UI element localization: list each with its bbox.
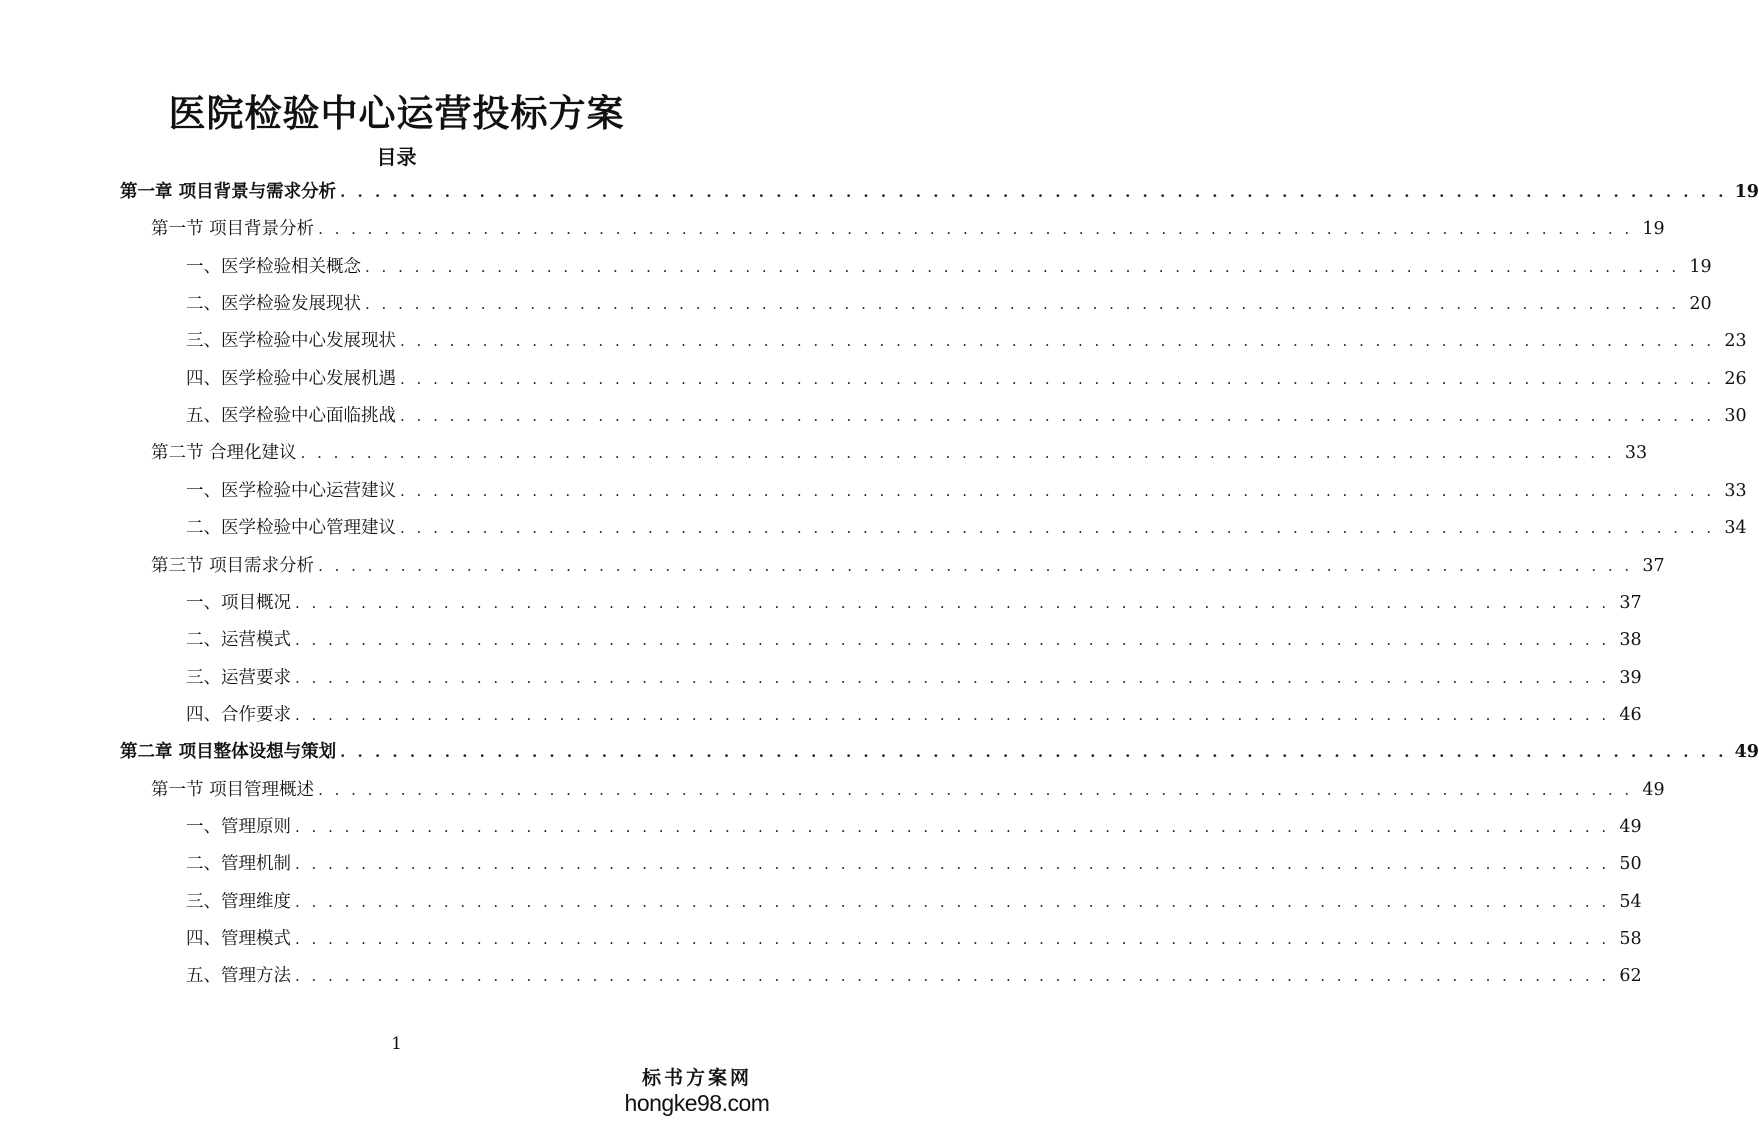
toc-leader-dots: . . . . . . . . . . . . . . . . . . . . . . . . . . . . . . . . . . . . . . . . . . . . . . . . . . . . . . . . . . . . . . . . . . . . . . . . . . . . . . . . — [295, 668, 1610, 687]
toc-entry-title: 四、医学检验中心发展机遇 — [186, 368, 396, 389]
watermark-logo — [617, 1066, 777, 1116]
toc-entry-page: 37 — [1619, 592, 1642, 613]
toc-entry-page: 33 — [1724, 480, 1747, 501]
toc-entry-title: 四、合作要求 — [186, 704, 291, 725]
toc-leader-dots: . . . . . . . . . . . . . . . . . . . . . . . . . . . . . . . . . . . . . . . . . . . . . . . . . . . . . . . . . . . . . . . . . . . . . . . . . . . . . . . . — [400, 332, 1715, 351]
toc-entry-page: 30 — [1724, 406, 1747, 427]
toc-entry-page: 19 — [1734, 182, 1759, 202]
watermark-url: hongke98.com — [624, 1090, 770, 1116]
toc-entry-page: 46 — [1619, 704, 1642, 725]
toc-entry-item[interactable] — [186, 361, 1747, 398]
toc-entry-page: 58 — [1619, 929, 1642, 949]
toc-entry-page: 39 — [1619, 667, 1642, 688]
toc-entry-section[interactable] — [151, 211, 1665, 248]
toc-entry-page: 19 — [1642, 219, 1665, 240]
toc-leader-dots: . . . . . . . . . . . . . . . . . . . . . . . . . . . . . . . . . . . . . . . . . . . . . . . . . . . . . . . . . . . . . . . . . . . . . . . . . . . . . . . . — [295, 593, 1610, 612]
toc-leader-dots: . . . . . . . . . . . . . . . . . . . . . . . . . . . . . . . . . . . . . . . . . . . . . . . . . . . . . . . . . . . . . . . . . . . . . . . . . . . . . . . . — [400, 407, 1715, 426]
toc-leader-dots: . . . . . . . . . . . . . . . . . . . . . . . . . . . . . . . . . . . . . . . . . . . . . . . . . . . . . . . . . . . . . . . . . . . . . . . . . . . . . . . . — [295, 967, 1610, 986]
toc-entry-title: 三、医学检验中心发展现状 — [186, 331, 396, 352]
toc-entry-title: 二、医学检验中心管理建议 — [186, 518, 396, 539]
toc-entry-title: 第二节 合理化建议 — [151, 443, 297, 464]
toc-entry-item[interactable] — [186, 473, 1747, 510]
toc-leader-dots: . . . . . . . . . . . . . . . . . . . . . . . . . . . . . . . . . . . . . . . . . . . . . . . . . . . . . . . . . . . . . . . . . . . . . . . . . . . . . . . . — [400, 519, 1715, 538]
toc-entry-item[interactable] — [186, 286, 1712, 323]
toc-entry-item[interactable] — [186, 697, 1642, 734]
toc-entry-page: 49 — [1642, 779, 1665, 800]
toc-entry-title: 一、医学检验相关概念 — [186, 256, 361, 277]
toc-leader-dots: . . . . . . . . . . . . . . . . . . . . . . . . . . . . . . . . . . . . . . . . . . . . . . . . . . . . . . . . . . . . . . . . . . . . . . . . . . . . . . . . — [400, 369, 1715, 388]
toc-entry-item[interactable] — [186, 249, 1712, 286]
toc-entry-item[interactable] — [186, 809, 1642, 846]
document-title: 医院检验中心运营投标方案 — [168, 91, 625, 135]
toc-entry-page: 26 — [1724, 368, 1747, 389]
toc-entry-title: 三、运营要求 — [186, 667, 291, 688]
toc-leader-dots: . . . . . . . . . . . . . . . . . . . . . . . . . . . . . . . . . . . . . . . . . . . . . . . . . . . . . . . . . . . . . . . . . . . . . . . . . . . . . . . . — [340, 183, 1727, 201]
toc-entry-item[interactable] — [186, 958, 1642, 995]
toc-leader-dots: . . . . . . . . . . . . . . . . . . . . . . . . . . . . . . . . . . . . . . . . . . . . . . . . . . . . . . . . . . . . . . . . . . . . . . . . . . . . . . . . — [295, 817, 1610, 836]
toc-entry-title: 三、管理维度 — [186, 891, 291, 912]
toc-entry-page: 38 — [1619, 630, 1642, 651]
toc-entry-title: 第一节 项目管理概述 — [151, 779, 315, 800]
toc-entry-title: 一、管理原则 — [186, 816, 291, 837]
toc-entry-item[interactable] — [186, 884, 1642, 921]
toc-entry-section[interactable] — [151, 772, 1665, 809]
toc-entry-item[interactable] — [186, 660, 1642, 697]
toc-entry-page: 19 — [1689, 256, 1712, 277]
toc-leader-dots: . . . . . . . . . . . . . . . . . . . . . . . . . . . . . . . . . . . . . . . . . . . . . . . . . . . . . . . . . . . . . . . . . . . . . . . . . . . . . . . . — [300, 444, 1616, 463]
toc-entry-title: 五、管理方法 — [186, 966, 291, 987]
toc-entry-page: 54 — [1619, 891, 1642, 912]
toc-entry-title: 第一节 项目背景分析 — [151, 219, 315, 240]
toc-entry-item[interactable] — [186, 622, 1642, 659]
toc-entry-page: 23 — [1724, 331, 1747, 352]
toc-entry-item[interactable] — [186, 921, 1642, 958]
toc-entry-item[interactable] — [186, 510, 1747, 547]
toc-entry-page: 34 — [1724, 518, 1747, 539]
toc-leader-dots: . . . . . . . . . . . . . . . . . . . . . . . . . . . . . . . . . . . . . . . . . . . . . . . . . . . . . . . . . . . . . . . . . . . . . . . . . . . . . . . . — [295, 930, 1610, 948]
toc-entry-section[interactable] — [151, 548, 1665, 585]
toc-entry-page: 20 — [1689, 294, 1712, 315]
toc-entry-page: 37 — [1642, 555, 1665, 576]
toc-leader-dots: . . . . . . . . . . . . . . . . . . . . . . . . . . . . . . . . . . . . . . . . . . . . . . . . . . . . . . . . . . . . . . . . . . . . . . . . . . . . . . . . — [318, 556, 1633, 575]
toc-entry-page: 49 — [1619, 816, 1642, 837]
toc-entry-page: 50 — [1619, 854, 1642, 875]
toc-entry-title: 第二章 项目整体设想与策划 — [120, 742, 337, 763]
toc-entry-chapter[interactable] — [120, 174, 1759, 211]
toc-leader-dots: . . . . . . . . . . . . . . . . . . . . . . . . . . . . . . . . . . . . . . . . . . . . . . . . . . . . . . . . . . . . . . . . . . . . . . . . . . . . . . . . — [295, 631, 1610, 650]
toc-entry-title: 一、医学检验中心运营建议 — [186, 480, 396, 501]
watermark-site-name: 标书方案网 — [641, 1067, 752, 1089]
toc-entry-title: 第三节 项目需求分析 — [151, 555, 315, 576]
toc-entry-title: 第一章 项目背景与需求分析 — [120, 182, 337, 202]
toc-leader-dots: . . . . . . . . . . . . . . . . . . . . . . . . . . . . . . . . . . . . . . . . . . . . . . . . . . . . . . . . . . . . . . . . . . . . . . . . . . . . . . . . — [365, 257, 1680, 276]
toc-entry-item[interactable] — [186, 585, 1642, 622]
toc-entry-title: 二、运营模式 — [186, 630, 291, 651]
toc-entry-title: 五、医学检验中心面临挑战 — [186, 406, 396, 427]
toc-leader-dots: . . . . . . . . . . . . . . . . . . . . . . . . . . . . . . . . . . . . . . . . . . . . . . . . . . . . . . . . . . . . . . . . . . . . . . . . . . . . . . . . — [340, 743, 1727, 762]
toc-entry-title: 一、项目概况 — [186, 592, 291, 613]
toc-entry-item[interactable] — [186, 323, 1747, 360]
toc-entry-title: 二、管理机制 — [186, 854, 291, 875]
toc-entry-chapter[interactable] — [120, 734, 1759, 771]
toc-entry-item[interactable] — [186, 846, 1642, 883]
toc-entry-page: 49 — [1734, 742, 1759, 763]
toc-entry-title: 四、管理模式 — [186, 929, 291, 949]
page-number: 1 — [391, 1034, 402, 1054]
toc-heading: 目录 — [376, 145, 417, 169]
toc-entry-section[interactable] — [151, 435, 1648, 472]
toc-leader-dots: . . . . . . . . . . . . . . . . . . . . . . . . . . . . . . . . . . . . . . . . . . . . . . . . . . . . . . . . . . . . . . . . . . . . . . . . . . . . . . . . — [365, 295, 1680, 314]
toc-leader-dots: . . . . . . . . . . . . . . . . . . . . . . . . . . . . . . . . . . . . . . . . . . . . . . . . . . . . . . . . . . . . . . . . . . . . . . . . . . . . . . . . — [295, 892, 1610, 911]
toc-entry-page: 33 — [1624, 443, 1648, 464]
toc-leader-dots: . . . . . . . . . . . . . . . . . . . . . . . . . . . . . . . . . . . . . . . . . . . . . . . . . . . . . . . . . . . . . . . . . . . . . . . . . . . . . . . . — [295, 855, 1610, 874]
toc-entry-title: 二、医学检验发展现状 — [186, 294, 361, 315]
toc-entry-item[interactable] — [186, 398, 1747, 435]
toc-leader-dots: . . . . . . . . . . . . . . . . . . . . . . . . . . . . . . . . . . . . . . . . . . . . . . . . . . . . . . . . . . . . . . . . . . . . . . . . . . . . . . . . — [295, 705, 1610, 724]
toc-leader-dots: . . . . . . . . . . . . . . . . . . . . . . . . . . . . . . . . . . . . . . . . . . . . . . . . . . . . . . . . . . . . . . . . . . . . . . . . . . . . . . . . — [400, 481, 1715, 500]
toc-entry-page: 62 — [1619, 966, 1642, 987]
toc-leader-dots: . . . . . . . . . . . . . . . . . . . . . . . . . . . . . . . . . . . . . . . . . . . . . . . . . . . . . . . . . . . . . . . . . . . . . . . . . . . . . . . . — [318, 220, 1633, 239]
toc-leader-dots: . . . . . . . . . . . . . . . . . . . . . . . . . . . . . . . . . . . . . . . . . . . . . . . . . . . . . . . . . . . . . . . . . . . . . . . . . . . . . . . . — [318, 780, 1633, 799]
